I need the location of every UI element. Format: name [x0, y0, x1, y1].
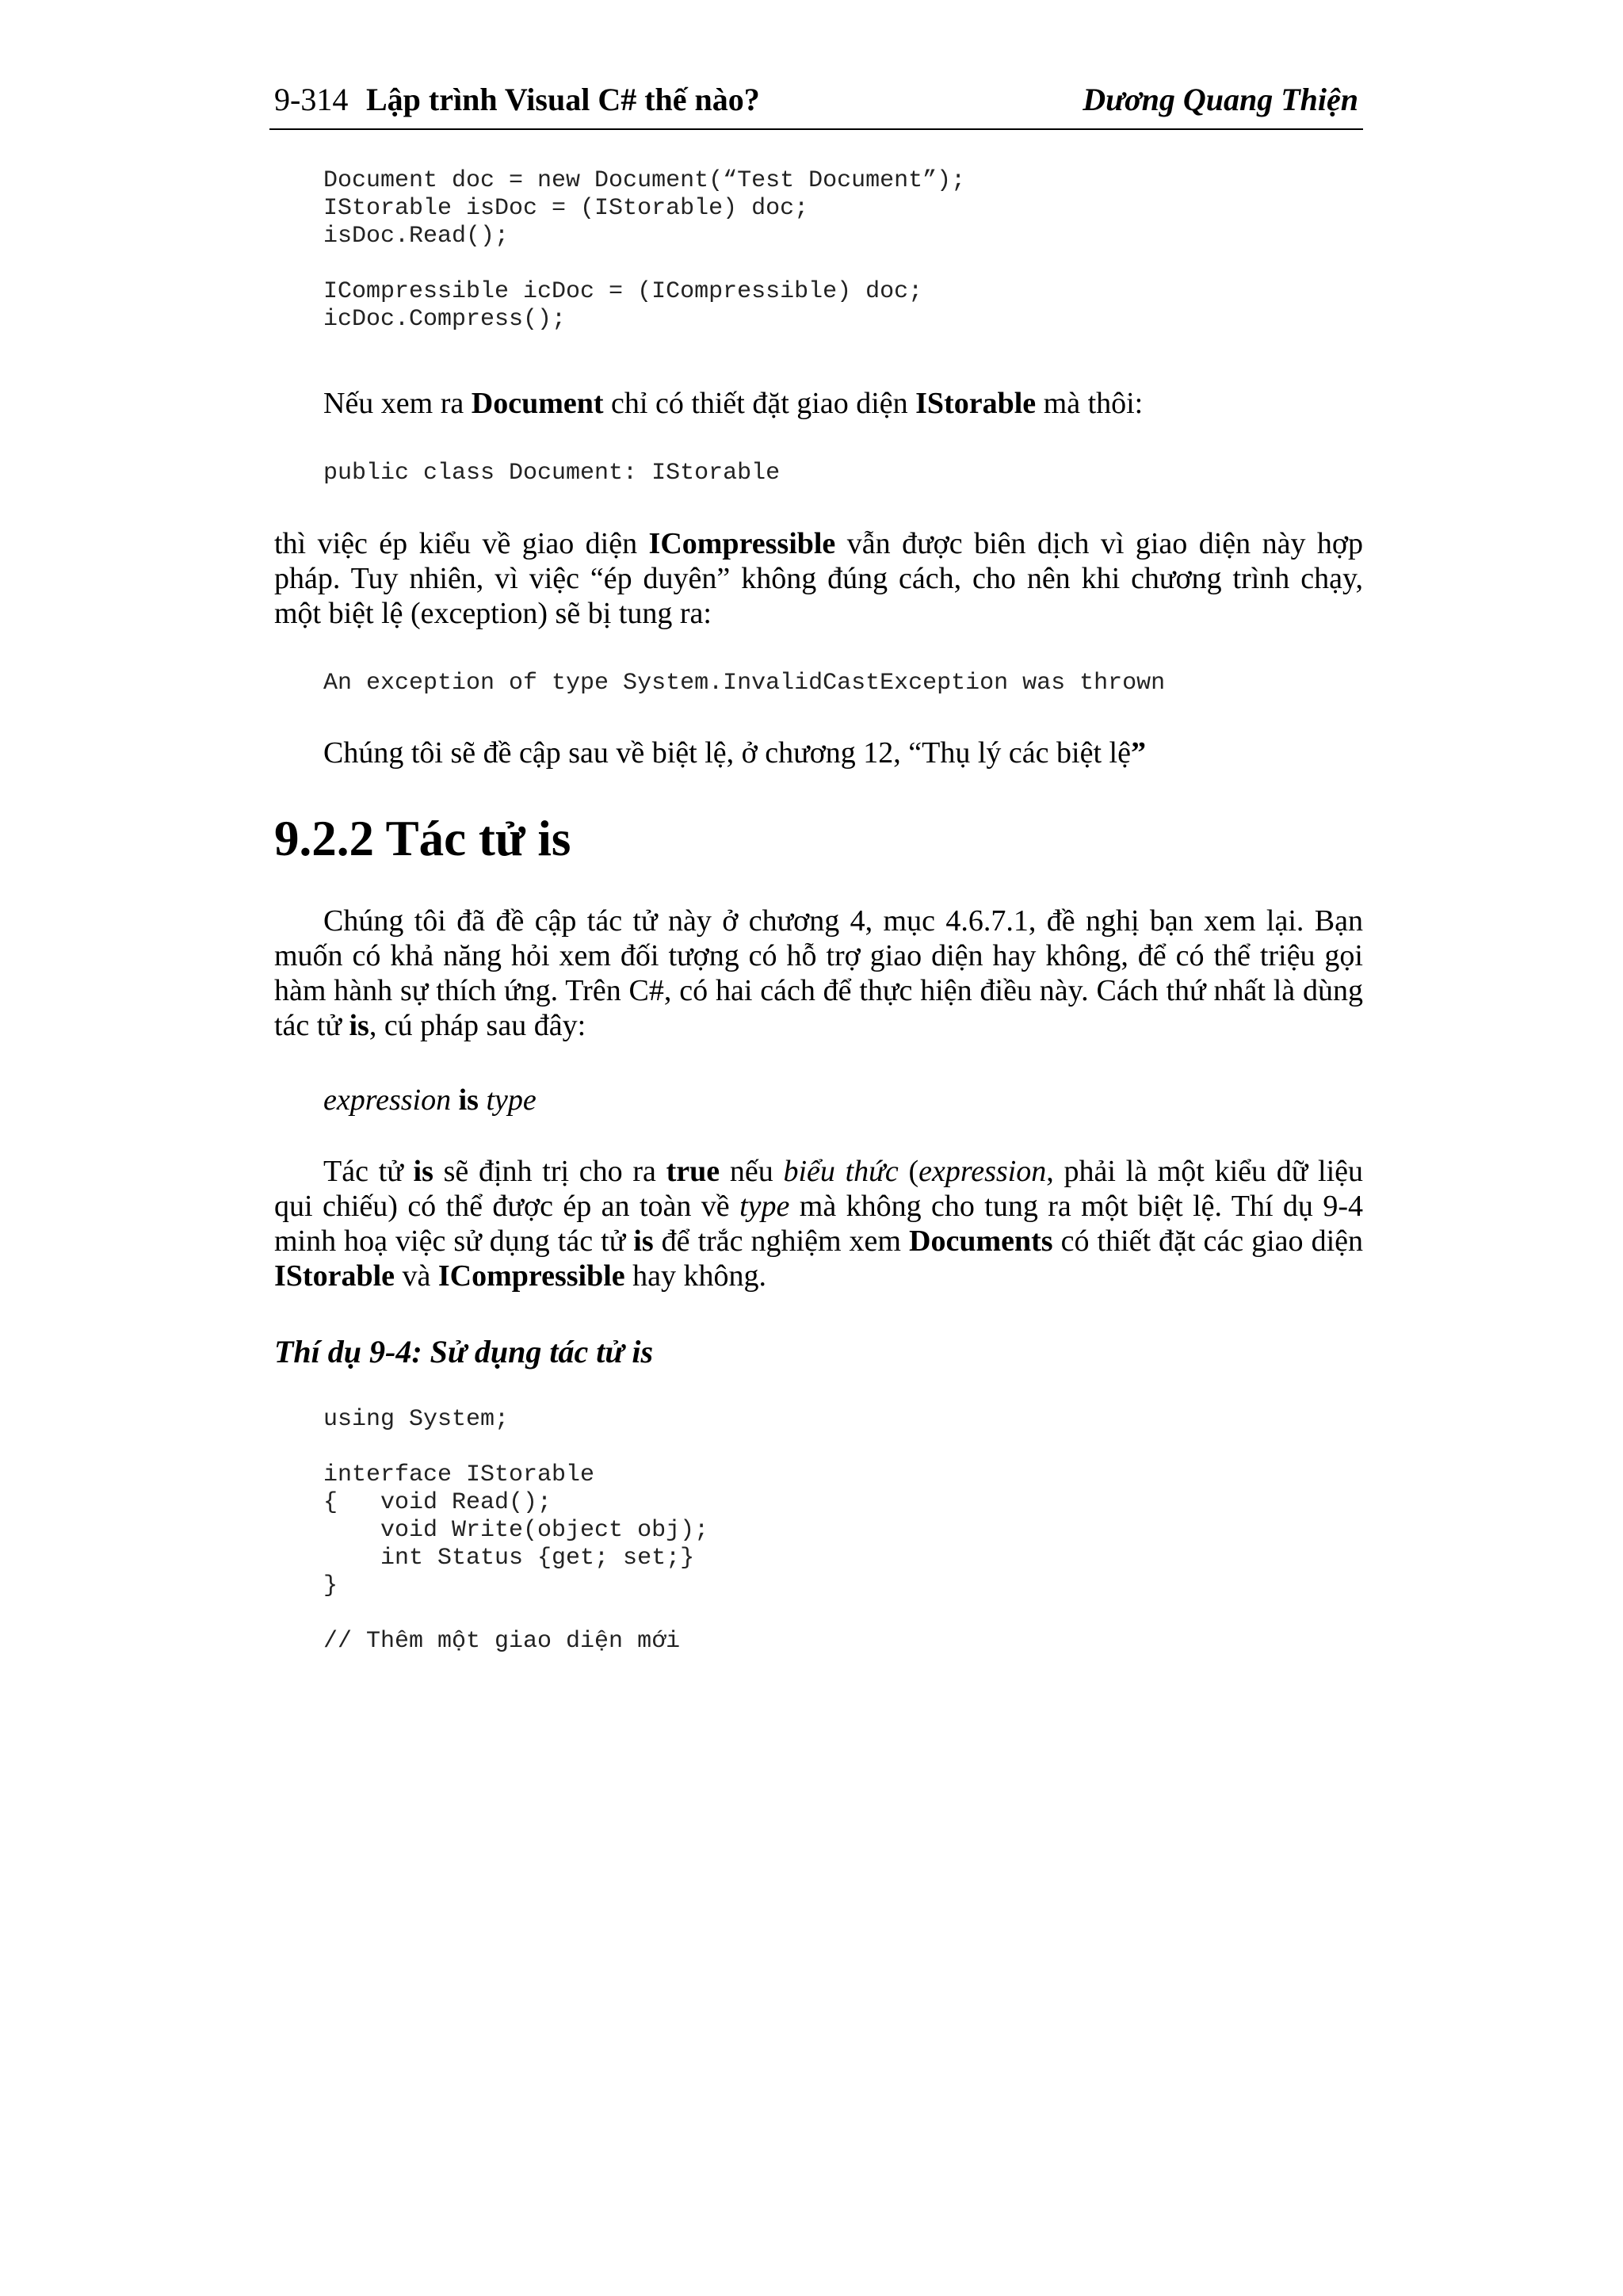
- page-number: 9-314: [274, 82, 349, 117]
- code-line: }: [323, 1572, 338, 1599]
- paragraph-cast-explanation: thì việc ép kiểu về giao diện ICompressible vẫn được biên dịch vì giao diện này hợp pháp. Tuy nhiên, vì việc “ép duyên” không đúng cách, cho nên khi chương trình chạy, một biệt lệ (exception) sẽ bị tung ra:: [274, 527, 1363, 630]
- syntax-expression-is-type: expression is type: [323, 1083, 537, 1117]
- code-block-cast-example: [323, 167, 965, 334]
- code-line: // Thêm một giao diện mới: [323, 1628, 681, 1655]
- code-line: ICompressible icDoc = (ICompressible) doc;: [323, 278, 923, 305]
- paragraph-document-interface: Nếu xem ra Document chỉ có thiết đặt giao diện IStorable mà thôi:: [323, 387, 1144, 420]
- page-header: [269, 73, 1363, 130]
- example-title: Thí dụ 9-4: Sử dụng tác tử is: [274, 1334, 654, 1370]
- code-block-interface-example: [323, 1406, 708, 1656]
- paragraph-is-operator-intro: Chúng tôi đã đề cập tác tử này ở chương 4, mục 4.6.7.1, đề nghị bạn xem lại. Bạn muốn có khả năng hỏi xem đối tượng có hỗ trợ giao diện hay không, để có thể triệu gọi hàm hành sự thích ứng. Trên C#, có hai cách để thực hiện điều này. Cách thứ nhất là dùng tác tử is, cú pháp sau đây:: [274, 904, 1363, 1042]
- paragraph-is-operator-description: Tác tử is sẽ định trị cho ra true nếu biểu thức (expression, phải là một kiểu dữ liệu qui chiếu) có thể được ép an toàn về type mà không cho tung ra một biệt lệ. Thí dụ 9-4 minh hoạ việc sử dụng tác tử is để trắc nghiệm xem Documents có thiết đặt các giao diện IStorable và ICompressible hay không.: [274, 1155, 1364, 1293]
- code-exception-message: An exception of type System.InvalidCastException was thrown: [323, 670, 1166, 697]
- section-heading: 9.2.2 Tác tử is: [274, 811, 571, 866]
- code-line: icDoc.Compress();: [323, 306, 567, 333]
- code-line: void Write(object obj);: [323, 1517, 709, 1544]
- code-line: isDoc.Read();: [323, 223, 510, 250]
- code-line: IStorable isDoc = (IStorable) doc;: [323, 195, 809, 222]
- paragraph-exception-reference: Chúng tôi sẽ đề cập sau về biệt lệ, ở chương 12, “Thụ lý các biệt lệ”: [323, 736, 1146, 770]
- author-name: Dương Quang Thiện: [1083, 82, 1358, 117]
- code-line: Document doc = new Document(“Test Document”);: [323, 167, 966, 194]
- code-class-declaration: public class Document: IStorable: [323, 460, 781, 487]
- code-line: int Status {get; set;}: [323, 1545, 695, 1572]
- code-line: using System;: [323, 1406, 510, 1433]
- book-title: Lập trình Visual C# thế nào?: [366, 82, 760, 117]
- code-line: interface IStorable: [323, 1461, 595, 1488]
- code-line: { void Read();: [323, 1489, 552, 1516]
